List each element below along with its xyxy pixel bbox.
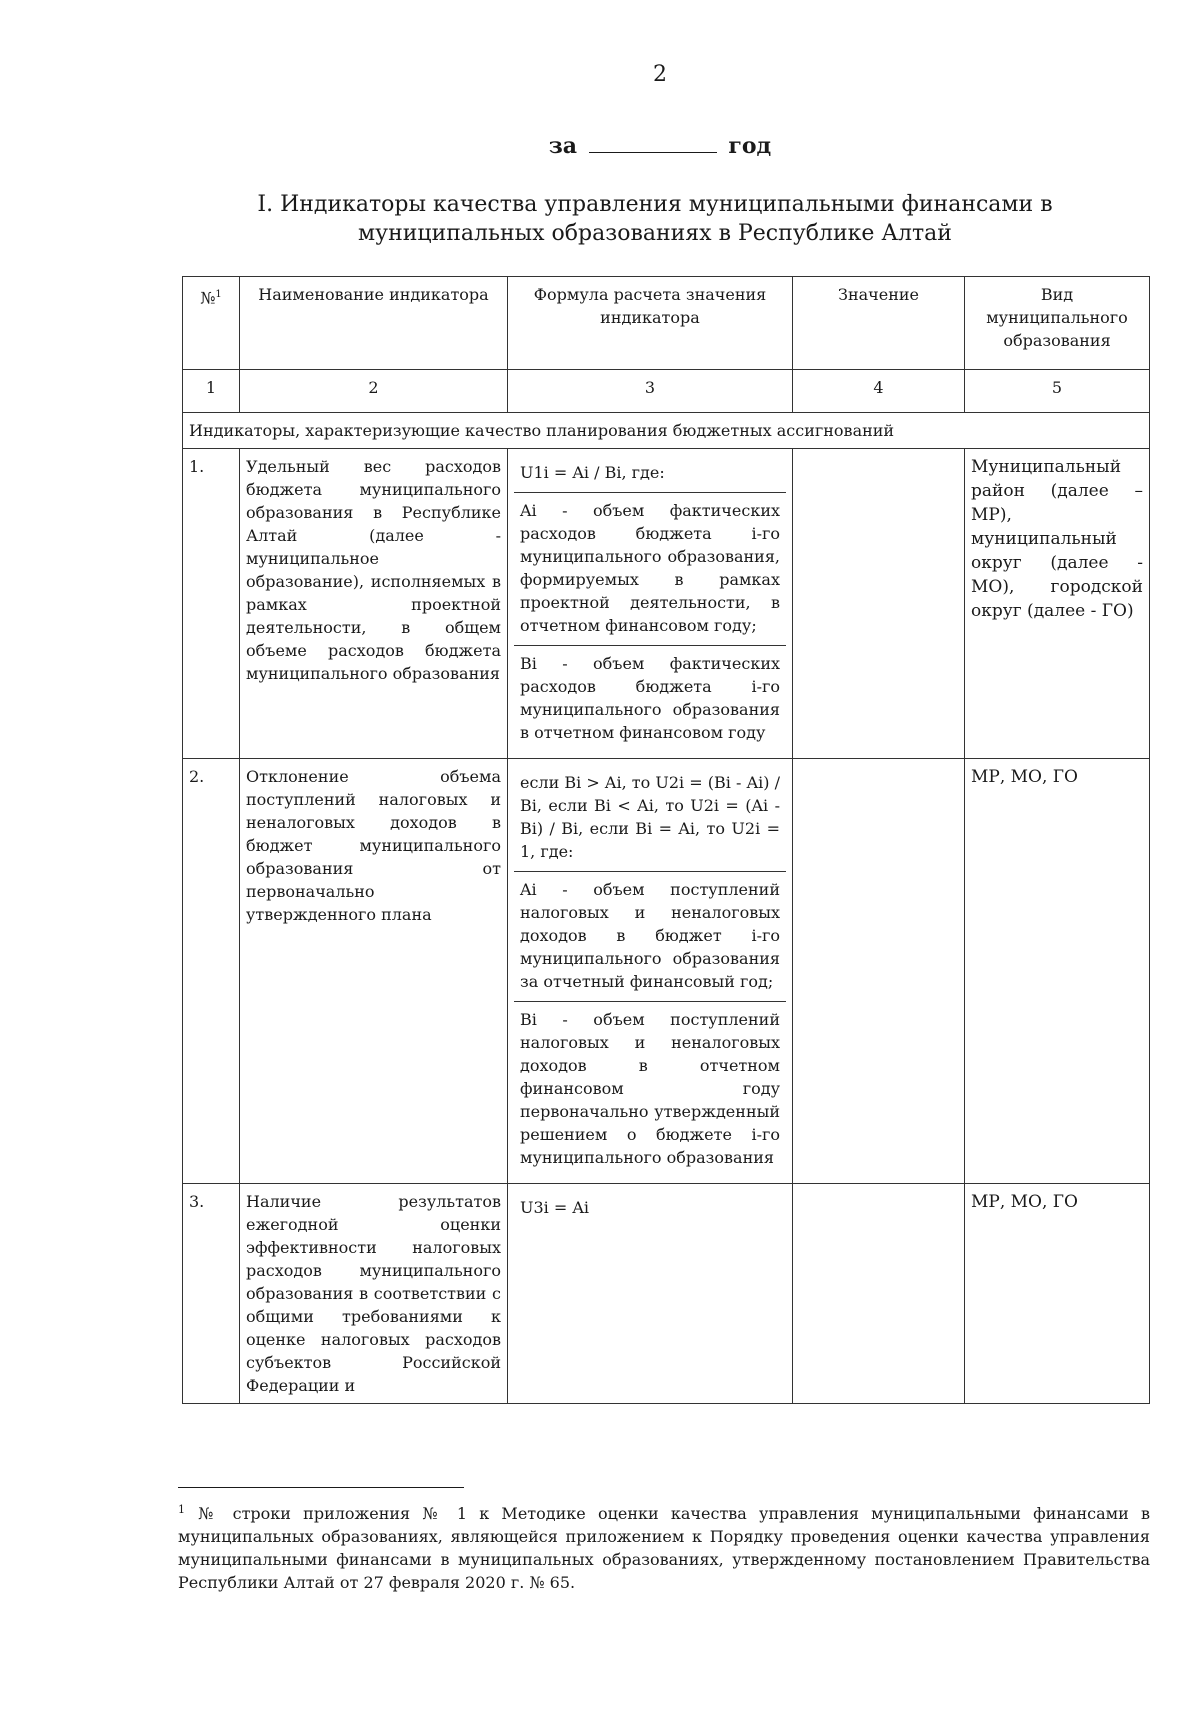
header-name: Наименование индикатора bbox=[240, 277, 508, 370]
table-row bbox=[183, 759, 1150, 1184]
municipality-kind: Муниципальный район (далее – МР), муниципальный округ (далее - МО), городской округ (далее - ГО) bbox=[965, 449, 1150, 759]
formula-part: Ai - объем фактических расходов бюджета i-го муниципального образования, формируемых в рамках проектной деятельности, в отчетном финансовом году; bbox=[514, 493, 786, 646]
page-number: 2 bbox=[653, 62, 667, 87]
header-footnote-marker: 1 bbox=[215, 289, 222, 300]
row-number: 3. bbox=[183, 1184, 240, 1404]
year-suffix: год bbox=[728, 133, 772, 159]
indicator-value bbox=[793, 759, 965, 1184]
formula-part: Ai - объем поступлений налоговых и неналоговых доходов в бюджет i-го муниципального образования за отчетный финансовый год; bbox=[514, 872, 786, 1002]
header-kind: Вид муниципального образования bbox=[965, 277, 1150, 370]
municipality-kind: МР, МО, ГО bbox=[965, 759, 1150, 1184]
indicator-value bbox=[793, 449, 965, 759]
section-title: I. Индикаторы качества управления муниципальными финансами в муниципальных образованиях в Республике Алтай bbox=[257, 192, 1053, 246]
footnote bbox=[178, 1498, 1150, 1594]
footnote-text: № строки приложения № 1 к Методике оценки качества управления муниципальными финансами в муниципальных образованиях, являющейся приложением к Порядку проведения оценки качества управления муниципальными финансами в муниципальных образованиях, утвержденному постановлением Правительства Республики Алтай от 27 февраля 2020 г. № 65. bbox=[178, 1504, 1150, 1592]
indicator-name: Наличие результатов ежегодной оценки эффективности налоговых расходов муниципального образования в соответствии с общими требованиями к оценке налоговых расходов субъектов Российской Федерации и bbox=[240, 1184, 508, 1404]
indicator-formula bbox=[508, 449, 793, 759]
column-numbers-row bbox=[183, 370, 1150, 413]
column-number: 2 bbox=[240, 370, 508, 413]
indicator-value bbox=[793, 1184, 965, 1404]
municipality-kind: МР, МО, ГО bbox=[965, 1184, 1150, 1404]
indicator-name: Отклонение объема поступлений налоговых и неналоговых доходов в бюджет муниципального образования от первоначально утвержденного плана bbox=[240, 759, 508, 1184]
table-row bbox=[183, 1184, 1150, 1404]
footnote-divider bbox=[178, 1487, 464, 1488]
indicator-name: Удельный вес расходов бюджета муниципального образования в Республике Алтай (далее - муниципальное образование), исполняемых в рамках проектной деятельности, в общем объеме расходов бюджета муниципального образования bbox=[240, 449, 508, 759]
footnote-marker: 1 bbox=[178, 1503, 185, 1516]
indicator-formula bbox=[508, 759, 793, 1184]
header-num: №$^1$ bbox=[183, 277, 240, 370]
formula-part: если Bi > Ai, то U2i = (Bi - Ai) / Bi, если Bi < Ai, то U2i = (Ai - Bi) / Bi, если Bi = Ai, то U2i = 1, где: bbox=[514, 765, 786, 872]
row-number: 1. bbox=[183, 449, 240, 759]
table-row bbox=[183, 449, 1150, 759]
section-heading: Индикаторы, характеризующие качество планирования бюджетных ассигнований bbox=[183, 413, 1150, 449]
year-prefix: за bbox=[548, 133, 578, 159]
row-number: 2. bbox=[183, 759, 240, 1184]
column-number: 3 bbox=[508, 370, 793, 413]
column-number: 1 bbox=[183, 370, 240, 413]
formula-part: Bi - объем поступлений налоговых и неналоговых доходов в отчетном финансовом году первоначально утвержденный решением о бюджете i-го муниципального образования bbox=[520, 1010, 780, 1167]
year-blank-field bbox=[589, 132, 717, 153]
formula-part: Bi - объем фактических расходов бюджета i-го муниципального образования в отчетном финансовом году bbox=[520, 654, 780, 742]
column-number: 4 bbox=[793, 370, 965, 413]
section-row bbox=[183, 413, 1150, 449]
header-value: Значение bbox=[793, 277, 965, 370]
header-formula: Формула расчета значения индикатора bbox=[508, 277, 793, 370]
report-year-line bbox=[0, 132, 1200, 159]
table-header-row bbox=[183, 277, 1150, 370]
indicator-formula bbox=[508, 1184, 793, 1404]
formula-part: U1i = Ai / Bi, где: bbox=[514, 455, 786, 493]
formula-part: U3i = Ai bbox=[520, 1198, 590, 1217]
column-number: 5 bbox=[965, 370, 1150, 413]
indicators-table bbox=[182, 276, 1150, 1404]
